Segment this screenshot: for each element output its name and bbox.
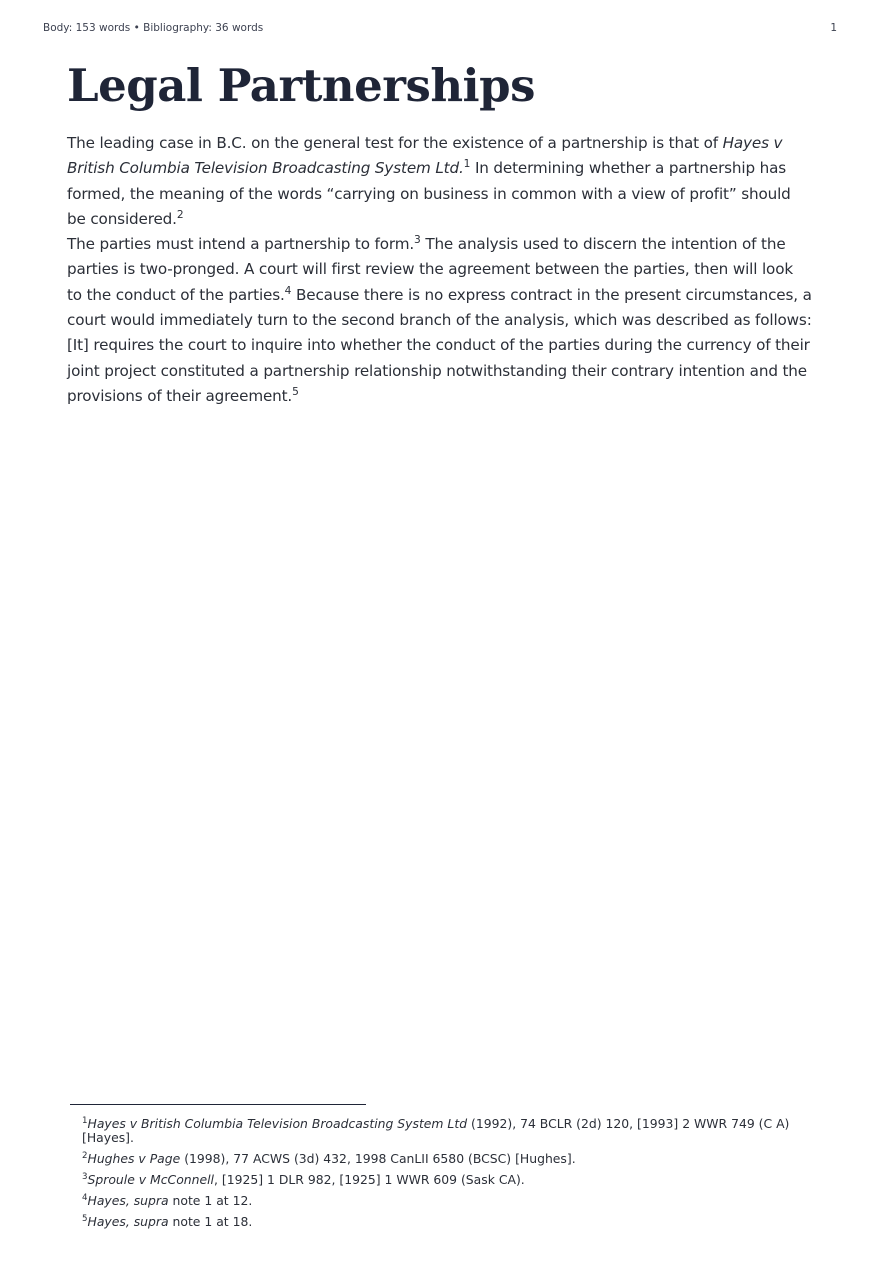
footnote-ref[interactable]: 4	[284, 283, 292, 297]
page-title: Legal Partnerships	[67, 59, 535, 112]
text-run: In determining whether a partnership has formed, the meaning of the words “carrying on business in common with a view of profit” should be considered.	[67, 159, 791, 228]
footnote	[82, 1194, 798, 1208]
page-header	[43, 22, 837, 34]
footnote	[82, 1215, 798, 1229]
footnote	[82, 1152, 798, 1166]
text-run: The parties must intend a partnership to form.	[67, 235, 415, 254]
text-run: The analysis used to discern the intention of the parties is two-pronged. A court will first review the agreement between the parties, then will look to the conduct of the parties.	[67, 235, 793, 304]
text-run: [It] requires the court to inquire into whether the conduct of the parties during the currency of their joint project constituted a partnership relationship notwithstanding their contrary intention and the provisions of their agreement.	[67, 336, 810, 405]
text-run: Because there is no express contract in the present circumstances, a court would immediately turn to the second branch of the analysis, which was described as follows:	[67, 285, 812, 330]
footnote-text: note 1 at 12.	[168, 1192, 253, 1208]
footnote-ref[interactable]: 2	[176, 208, 184, 222]
footnote-text: note 1 at 18.	[168, 1213, 253, 1229]
case-name: Hayes v British Columbia Television Broadcasting System Ltd.	[67, 134, 783, 178]
footnote-number: 5	[82, 1213, 88, 1224]
footnote	[82, 1117, 798, 1144]
footnote-case: Hayes, supra	[87, 1192, 169, 1208]
word-count: Body: 153 words • Bibliography: 36 words	[43, 22, 264, 34]
footnote-text: , [1925] 1 DLR 982, [1925] 1 WWR 609 (Sask CA).	[214, 1171, 525, 1187]
footnote-case: Sproule v McConnell	[87, 1171, 214, 1187]
page-number: 1	[830, 22, 837, 34]
footnote-ref[interactable]: 1	[463, 157, 471, 171]
footnote-number: 1	[82, 1116, 88, 1127]
paragraph-1	[67, 131, 812, 232]
footnote-ref[interactable]: 5	[292, 385, 299, 399]
footnote-case: Hayes v British Columbia Television Broadcasting System Ltd	[87, 1116, 468, 1131]
footnote-divider	[70, 1104, 366, 1105]
paragraph-2	[67, 232, 812, 333]
footnote-text: (1992), 74 BCLR (2d) 120, [1993] 2 WWR 749 (C A) [Hayes].	[82, 1116, 790, 1145]
footnote-number: 4	[82, 1192, 88, 1203]
footnote-ref[interactable]: 3	[414, 233, 421, 247]
footnote-number: 2	[82, 1150, 88, 1161]
footnote	[82, 1173, 798, 1187]
text-run: The leading case in B.C. on the general test for the existence of a partnership is that of	[67, 134, 723, 152]
body-text	[67, 131, 812, 409]
block-quote	[67, 333, 812, 409]
footnote-case: Hughes v Page	[87, 1150, 181, 1166]
footnote-number: 3	[82, 1171, 88, 1182]
footnote-text: (1998), 77 ACWS (3d) 432, 1998 CanLII 6580 (BCSC) [Hughes].	[180, 1150, 576, 1166]
footnote-case: Hayes, supra	[87, 1213, 169, 1229]
footnotes	[82, 1117, 798, 1236]
